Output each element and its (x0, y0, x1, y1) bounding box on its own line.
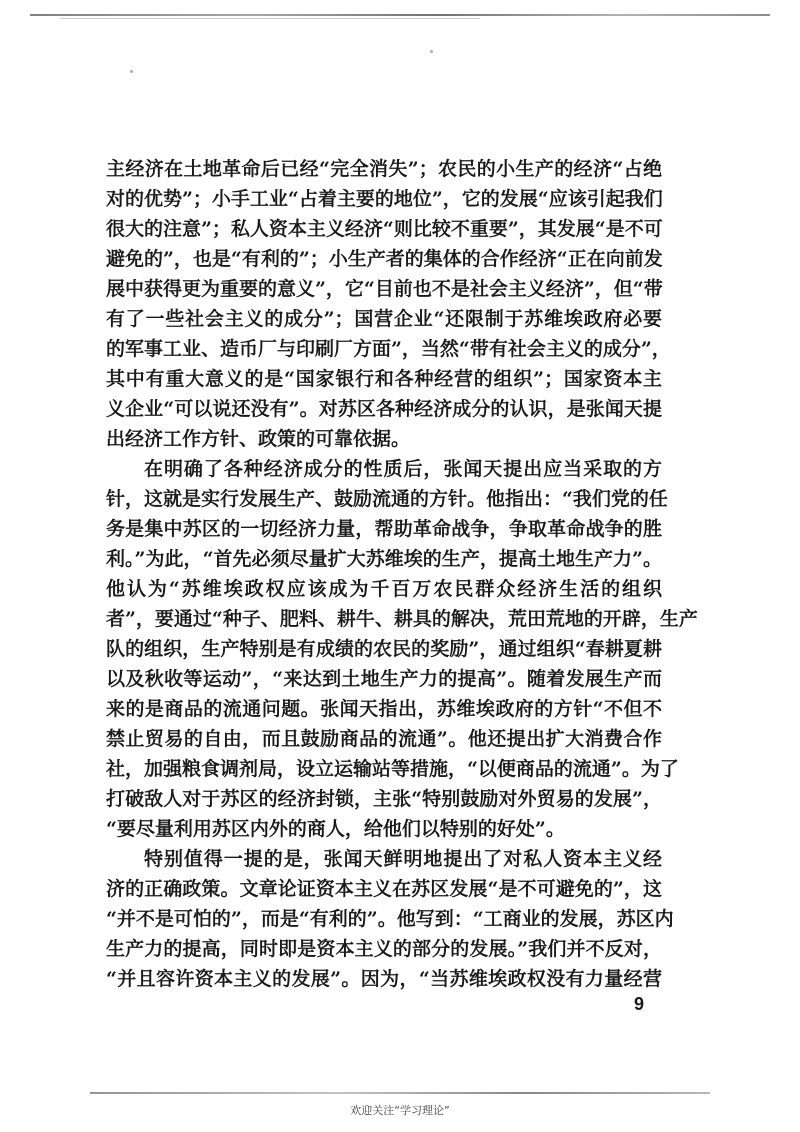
text-line: “并且容许资本主义的发展”。因为，“当苏维埃政权没有力量经营 (106, 968, 662, 990)
text-line: 队的组织，生产特别是有成绩的农民的奖励”，通过组织“春耕夏耕 (106, 638, 662, 660)
text-line: 生产力的提高，同时即是资本主义的部分的发展。”我们并不反对， (106, 938, 662, 960)
text-line: 者”，要通过“种子、肥料、耕牛、耕具的解决，荒田荒地的开辟，生产 (106, 608, 698, 630)
text-line: 利。”为此，“首先必须尽量扩大苏维埃的生产，提高土地生产力”。 (106, 548, 662, 570)
text-line: 打破敌人对于苏区的经济封锁，主张“特别鼓励对外贸易的发展”， (106, 788, 662, 810)
text-line: “要尽量利用苏区内外的商人，给他们以特别的好处”。 (106, 818, 565, 840)
text-line: 有了一些社会主义的成分”；国营企业“还限制于苏维埃政府必要 (106, 308, 662, 330)
text-line: 对的优势”；小手工业“占着主要的地位”，它的发展“应该引起我们 (106, 188, 663, 210)
text-line: 以及秋收等运动”，“来达到土地生产力的提高”。随着发展生产而 (106, 668, 662, 690)
text-line: 避免的”，也是“有利的”；小生产者的集体的合作经济“正在向前发 (106, 248, 663, 270)
text-line: 展中获得更为重要的意义”，它“目前也不是社会主义经济”，但“带 (106, 278, 663, 300)
text-line: 济的正确政策。文章论证资本主义在苏区发展“是不可避免的”，这 (106, 878, 662, 900)
scan-edge-top (30, 14, 770, 16)
scan-speck (430, 50, 433, 53)
page-number: 9 (634, 994, 645, 1014)
body-text (106, 154, 698, 994)
scan-edge-bottom (90, 1092, 710, 1094)
text-line: 务是集中苏区的一切经济力量，帮助革命战争，争取革命战争的胜 (106, 518, 662, 540)
text-line: 主经济在土地革命后已经“完全消失”；农民的小生产的经济“占绝 (106, 158, 662, 180)
text-line: 特别值得一提的是，张闻天鲜明地提出了对私人资本主义经 (144, 848, 662, 870)
text-line: 很大的注意”；私人资本主义经济“则比较不重要”，其发展“是不可 (106, 218, 663, 240)
text-line: “并不是可怕的”，而是“有利的”。他写到：“工商业的发展，苏区内 (106, 908, 674, 930)
text-line: 禁止贸易的自由，而且鼓励商品的流通”。他还提出扩大消费合作 (106, 728, 662, 750)
text-line: 社，加强粮食调剂局，设立运输站等措施，“以便商品的流通”。为了 (106, 758, 679, 780)
scan-speck (130, 70, 133, 73)
text-line: 其中有重大意义的是“国家银行和各种经营的组织”；国家资本主 (106, 368, 662, 390)
text-line: 出经济工作方针、政策的可靠依据。 (106, 428, 411, 450)
text-line: 的军事工业、造币厂与印刷厂方面”，当然“带有社会主义的成分”， (106, 338, 671, 360)
text-line: 义企业“可以说还没有”。对苏区各种经济成分的认识，是张闻天提 (106, 398, 662, 420)
text-line: 来的是商品的流通问题。张闻天指出，苏维埃政府的方针“不但不 (106, 698, 662, 720)
text-line: 在明确了各种经济成分的性质后，张闻天提出应当采取的方 (144, 458, 662, 480)
text-line: 他认为“苏维埃政权应该成为千百万农民群众经济生活的组织 (106, 578, 662, 600)
footer-watermark: 欢迎关注“学习理论” (350, 1104, 450, 1117)
scan-edge-top-secondary (60, 18, 480, 19)
text-line: 针，这就是实行发展生产、鼓励流通的方针。他指出：“我们党的任 (106, 488, 668, 510)
